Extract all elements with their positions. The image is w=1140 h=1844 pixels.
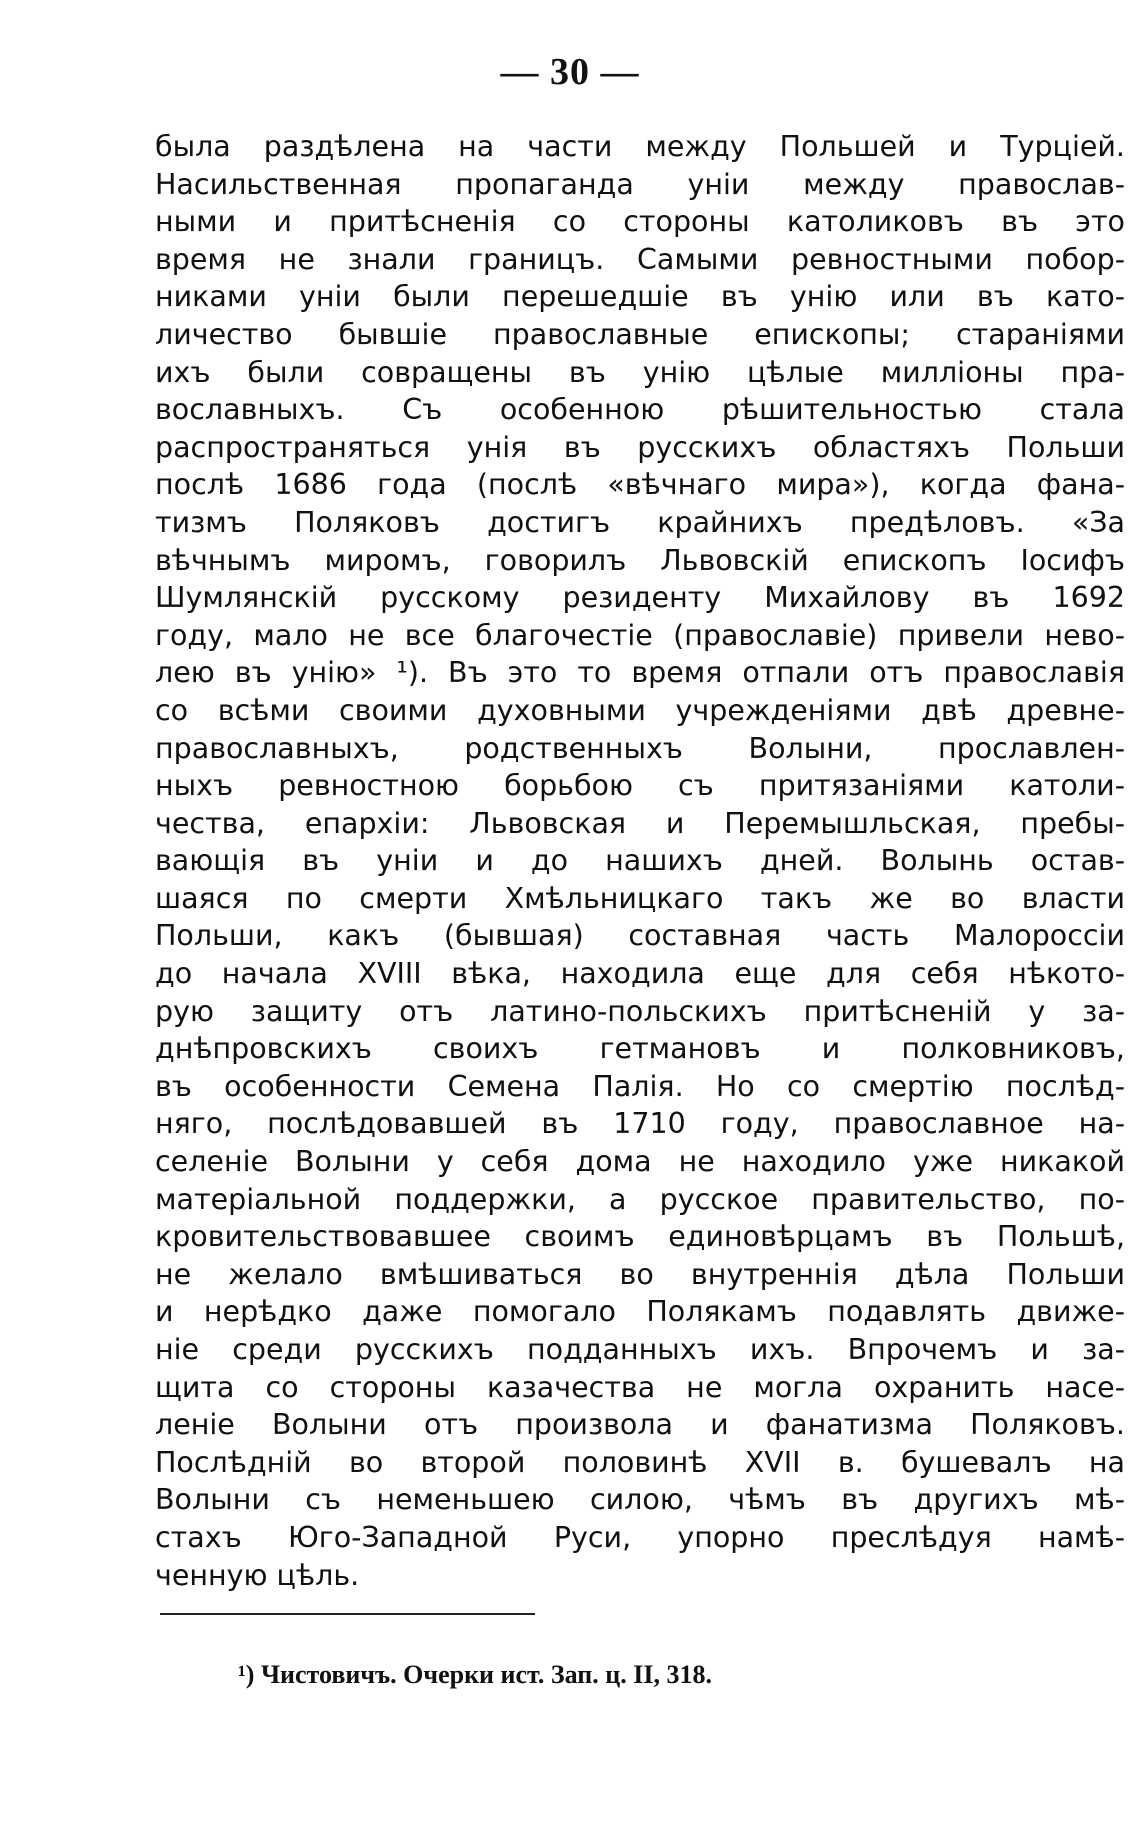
text-line: распространяться унія въ русскихъ областяхъ Польши <box>155 430 1125 464</box>
text-line: шаяся по смерти Хмѣльницкаго такъ же во власти <box>155 881 1125 915</box>
text-line: Послѣдній во второй половинѣ XVII в. бушевалъ на <box>155 1445 1125 1479</box>
text-line: ченную цѣль. <box>155 1558 360 1592</box>
text-line: кровительствовавшее своимъ единовѣрцамъ въ Польшѣ, <box>155 1220 1125 1254</box>
footnote-marker: ¹) <box>238 1660 255 1689</box>
text-line: матеріальной поддержки, а русское правительство, по- <box>155 1182 1125 1216</box>
text-line: няго, послѣдовавшей въ 1710 году, православное на- <box>155 1107 1125 1141</box>
text-line: днѣпровскихъ своихъ гетмановъ и полковниковъ, <box>155 1032 1125 1066</box>
text-line: леніе Волыни отъ произвола и фанатизма Поляковъ. <box>155 1408 1125 1442</box>
footnote <box>238 1660 712 1690</box>
text-line: со всѣми своими духовными учрежденіями двѣ древне- <box>155 693 1125 727</box>
text-line: ніе среди русскихъ подданныхъ ихъ. Впрочемъ и за- <box>155 1333 1125 1366</box>
text-line: Насильственная пропаганда уніи между православ- <box>155 167 1125 201</box>
text-line: рую защиту отъ латино-польскихъ притѣсненій у за- <box>155 994 1125 1028</box>
text-line: чества, епархіи: Львовская и Перемышльская, пребы- <box>155 806 1125 840</box>
text-line: православныхъ, родственныхъ Волыни, прославлен- <box>155 731 1125 765</box>
text-line: Шумлянскій русскому резиденту Михайлову въ 1692 <box>155 581 1125 615</box>
text-line: щита со стороны казачества не могла охранить насе- <box>155 1370 1125 1404</box>
text-line: тизмъ Поляковъ достигъ крайнихъ предѣловъ. «За <box>155 505 1125 539</box>
footnote-text: Чистовичъ. Очерки ист. Зап. ц. II, 318. <box>260 1660 712 1689</box>
text-line: стахъ Юго-Западной Руси, упорно преслѣдуя намѣ- <box>155 1520 1125 1554</box>
text-line: селеніе Волыни у себя дома не находило уже никакой <box>155 1145 1125 1179</box>
text-line: и нерѣдко даже помогало Полякамъ подавлять движе- <box>155 1295 1125 1329</box>
text-line: Волыни съ неменьшею силою, чѣмъ въ другихъ мѣ- <box>155 1483 1125 1517</box>
text-line: ихъ были совращены въ унію цѣлые милліоны пра- <box>155 355 1125 389</box>
text-line: вающія въ уніи и до нашихъ дней. Волынь остав- <box>155 844 1125 878</box>
text-line: году, мало не все благочестіе (православіе) привели нево- <box>155 618 1125 652</box>
text-line: была раздѣлена на части между Польшей и Турціей. <box>155 130 1125 163</box>
text-line: никами уніи были перешедшіе въ унію или въ като- <box>155 280 1125 314</box>
text-line: послѣ 1686 года (послѣ «вѣчнаго мира»), когда фана- <box>155 468 1125 502</box>
text-line: вославныхъ. Съ особенною рѣшительностью стала <box>155 393 1125 427</box>
text-line: время не знали границъ. Самыми ревностными побор- <box>155 242 1125 276</box>
text-line: Польши, какъ (бывшая) составная часть Малороссіи <box>155 919 1125 953</box>
text-line: лею въ унію» ¹). Въ это то время отпали отъ православія <box>155 656 1125 690</box>
text-line: не желало вмѣшиваться во внутреннія дѣла Польши <box>155 1257 1125 1291</box>
page-number: — 30 — <box>500 51 640 93</box>
text-line: вѣчнымъ миромъ, говорилъ Львовскій епископъ Іосифъ <box>155 543 1125 577</box>
footnote-divider <box>160 1613 535 1615</box>
body-text <box>155 128 1125 1594</box>
text-line: ными и притѣсненія со стороны католиковъ въ это <box>155 205 1125 239</box>
text-line: ныхъ ревностною борьбою съ притязаніями католи- <box>155 769 1125 803</box>
text-line: личество бывшіе православные епископы; стараніями <box>155 317 1125 351</box>
text-line: до начала XVIII вѣка, находила еще для себя нѣкото- <box>155 957 1125 991</box>
text-line: въ особенности Семена Палія. Но со смертію послѣд- <box>155 1069 1125 1103</box>
